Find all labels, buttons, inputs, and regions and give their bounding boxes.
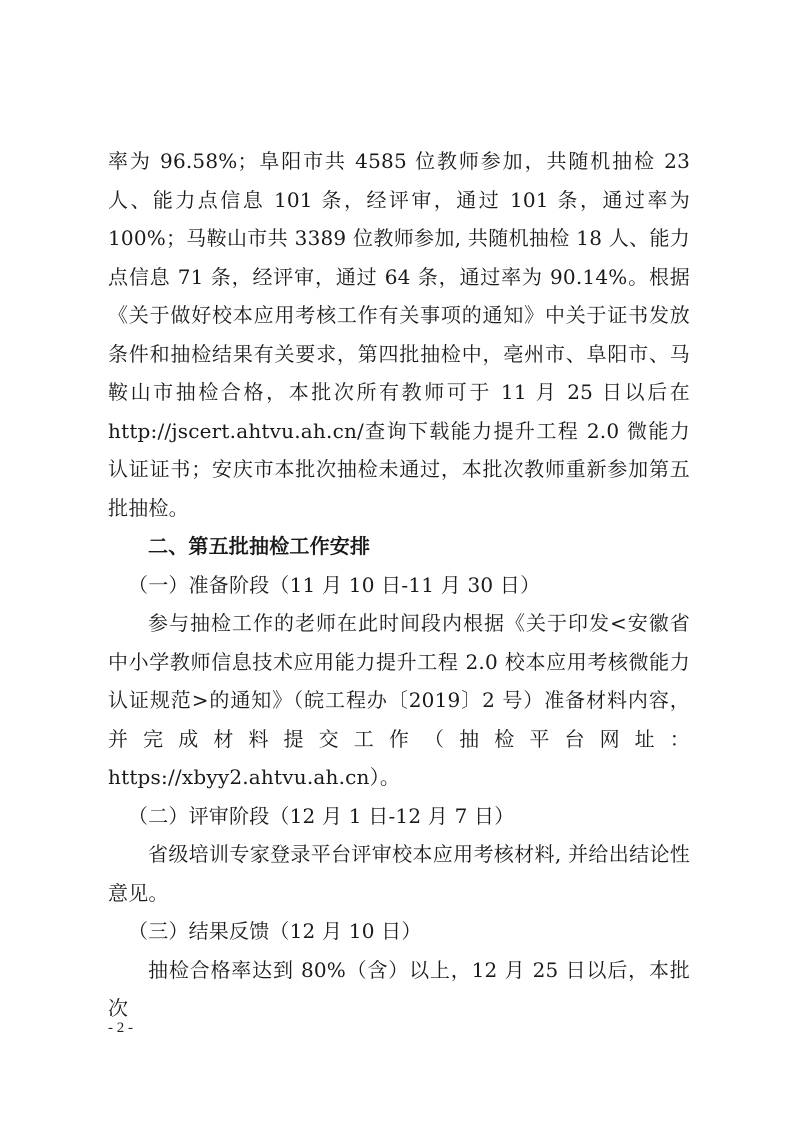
- body-paragraph: 率为 96.58%；阜阳市共 4585 位教师参加，共随机抽检 23 人、能力点信息 101 条，经评审，通过 101 条，通过率为 100%；马鞍山市共 3389 位教师参加, 共随机抽检 18 人、能力点信息 71 条，经评审，通过 64 条，通过率为 90.14%。根据《关于做好校本应用考核工作有关事项的通知》中关于证书发放条件和抽检结果有关要求，第四批抽检中，亳州市、阜阳市、马鞍山市抽检合格，本批次所有教师可于 11 月 25 日以后在 http://jscert.ahtvu.ah.cn/查询下载能力提升工程 2.0 微能力认证证书；安庆市本批次抽检未通过，本批次教师重新参加第五批抽检。: [108, 149, 690, 520]
- body-paragraph: 省级培训专家登录平台评审校本应用考核材料, 并给出结论性意见。: [108, 842, 690, 905]
- body-paragraph: 参与抽检工作的老师在此时间段内根据《关于印发<安徽省中小学教师信息技术应用能力提升工程 2.0 校本应用考核微能力认证规范>的通知》（皖工程办〔2019〕2 号）准备材料内容，并完成材料提交工作（抽检平台网址：https://xbyy2.ahtvu.ah.cn）。: [108, 611, 690, 789]
- page-number: - 2 -: [108, 1020, 133, 1036]
- subsection-heading: （三）结果反馈（12 月 10 日）: [128, 919, 422, 943]
- subsection-heading: （二）评审阶段（12 月 1 日-12 月 7 日）: [128, 803, 515, 828]
- document-body: [108, 142, 690, 1028]
- body-paragraph: 抽检合格率达到 80%（含）以上，12 月 25 日以后，本批次: [108, 957, 690, 1020]
- subsection-heading: （一）准备阶段（11 月 10 日-11 月 30 日）: [128, 572, 541, 597]
- section-heading: 二、第五批抽检工作安排: [148, 534, 371, 558]
